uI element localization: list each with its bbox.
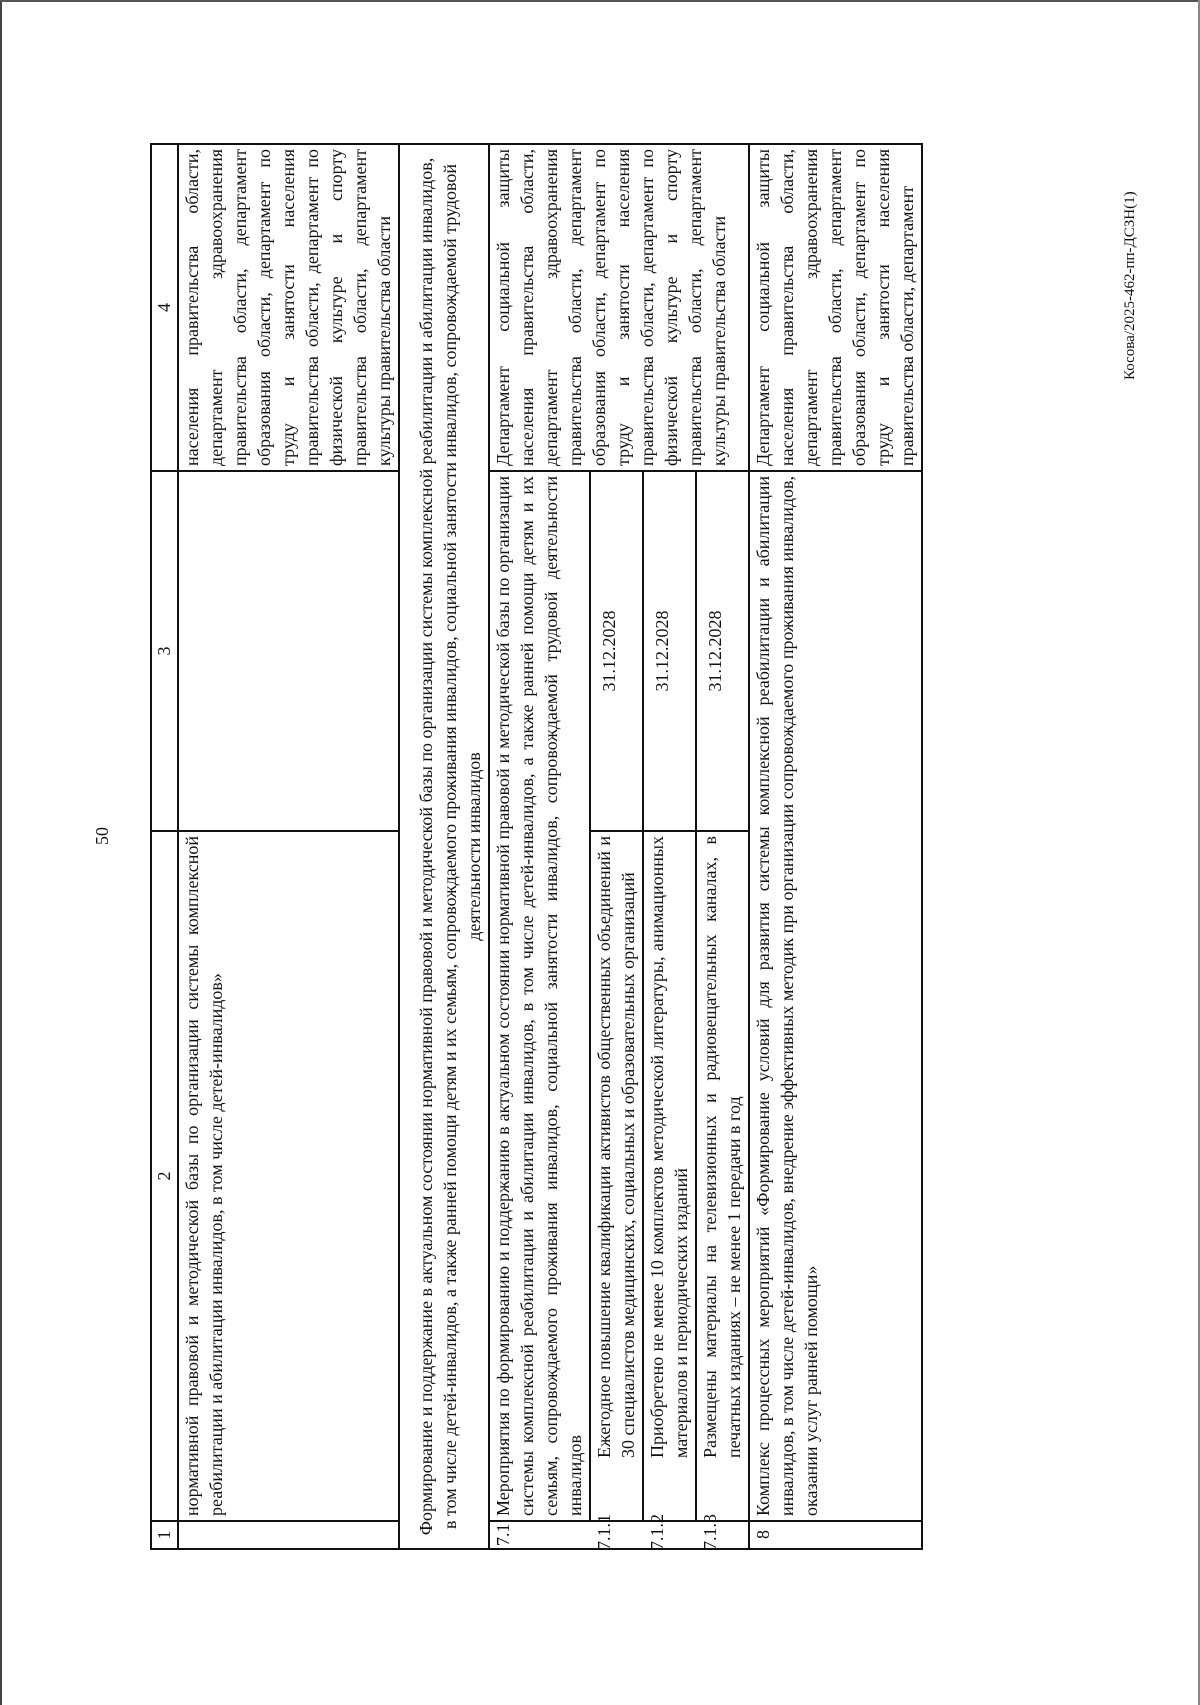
measure-text — [590, 831, 643, 1550]
row-number — [178, 1521, 399, 1549]
row-number: 7.1.3 — [700, 1514, 720, 1550]
measure-text-body: Приобретено не менее 10 комплектов методической литературы, анимационных материалов и периодических изданий — [647, 836, 691, 1458]
header-col-4: 4 — [151, 144, 178, 471]
section-title-row — [399, 144, 489, 1549]
measure-text: нормативной правовой и методической базы по организации системы комплексной реабилитации и абилитации инвалидов, в том числе детей-инвалидов» — [178, 831, 399, 1521]
row-number: 7.1.1 — [594, 1514, 614, 1550]
measure-text-body: Ежегодное повышение квалификации активистов общественных объединений и 30 специалистов медицинских, социальных и образовательных организаций — [594, 836, 638, 1458]
document-reference: Косова/2025-462-пп-ДСЗН(1) — [1122, 191, 1138, 380]
measure-text: Комплекс процессных мероприятий «Формирование условий для развития системы комплексной реабилитации и абилитации инвалидов, в том числе детей-инвалидов, внедрение эффективных методик при организации сопровождаемого проживания инвалидов, оказании услуг ранней помощи» — [749, 471, 922, 1521]
responsible: Департамент социальной защиты населения правительства области, департамент здравоохранения правительства области, департамент образования области, департамент по труду и занятости населения правительства области, департамент — [749, 144, 922, 471]
row-number: 8 — [749, 1521, 922, 1549]
table-row — [178, 144, 399, 1549]
measure-text — [696, 831, 749, 1550]
deadline: 31.12.2028 — [643, 471, 696, 831]
row-number: 7.1.2 — [647, 1514, 667, 1550]
measure-text — [643, 831, 696, 1550]
measure-text-body: Размещены материалы на телевизионных и радиовещательных каналах, в печатных изданиях – не менее 1 передачи в год — [700, 836, 744, 1458]
deadline: 31.12.2028 — [696, 471, 749, 831]
table-header-row — [151, 144, 178, 1549]
deadline — [178, 471, 399, 831]
table-row — [489, 144, 590, 1549]
header-col-3: 3 — [151, 471, 178, 831]
section-title: Формирование и поддержание в актуальном состоянии нормативной правовой и методической базы по организации системы комплексной реабилитации и абилитации инвалидов, в том числе детей-инвалидов, а также ранней помощи детям и их семьям, сопровождаемого проживания инвалидов, социальной занятости инвалидов, сопровождаемой трудовой деятельности инвалидов — [399, 144, 489, 1549]
header-col-2: 2 — [151, 831, 178, 1521]
responsible: Департамент социальной защиты населения правительства области, департамент здравоохранения правительства области, департамент образования области, департамент по труду и занятости населения правительства области, департамент по физической культуре и спорту правительства области, департамент культуры правительства области — [489, 144, 749, 471]
header-col-1: 1 — [151, 1521, 178, 1549]
measure-text: Мероприятия по формированию и поддержанию в актуальном состоянии нормативной правовой и методической базы по организации системы комплексной реабилитации и абилитации инвалидов, в том числе детей-инвалидов, а также ранней помощи детям и их семьям, сопровождаемого проживания инвалидов, социальной занятости инвалидов, сопровождаемой трудовой деятельности инвалидов — [489, 471, 590, 1521]
table-row — [749, 144, 922, 1549]
measures-table — [150, 143, 923, 1550]
row-number: 7.1 — [489, 1521, 749, 1549]
page-number: 50 — [92, 827, 112, 845]
deadline: 31.12.2028 — [590, 471, 643, 831]
responsible: населения правительства области, департамент здравоохранения правительства области, департамент образования области, департамент по труду и занятости населения правительства области, департамент по физической культуре и спорту правительства области, департамент культуры правительства области — [178, 144, 399, 471]
